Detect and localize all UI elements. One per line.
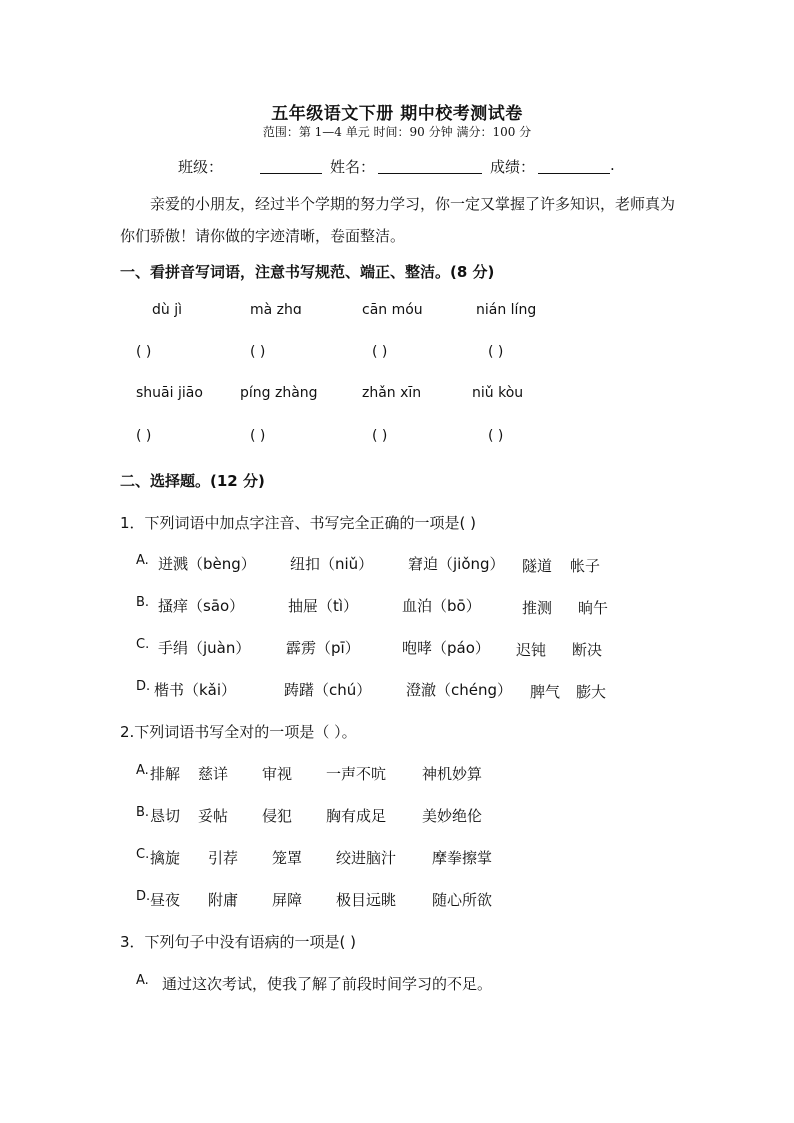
q2-option-a-letter[interactable]: A. [136,763,149,778]
q1-option-b-item: 推测 [522,599,553,617]
name-label: 姓名： [330,158,376,176]
q2-option-c-item: 摩拳擦掌 [432,849,493,867]
q3-option-a-text: 通过这次考试，使我了解了前段时间学习的不足。 [162,975,493,993]
pinyin-zhanxin: zhǎn xīn [362,385,422,401]
pinyin-shuaijiao: shuāi jiāo [136,385,203,401]
answer-blank[interactable]: ( ) [488,344,504,360]
q1-option-b-item: 晌午 [578,599,609,617]
intro-paragraph: 亲爱的小朋友，经过半个学期的努力学习，你一定又掌握了许多知识，老师真为你们骄傲！请你做的字迹清晰，卷面整洁。 [120,195,676,245]
q1-option-c-letter[interactable]: C. [136,637,150,652]
answer-blank[interactable]: ( ) [250,344,266,360]
question1-stem: 1．下列词语中加点字注音、书写完全正确的一项是( ) [120,514,477,532]
pinyin-dujì: dù jì [152,302,182,318]
question2-stem: 2.下列词语书写全对的一项是（ ）。 [120,723,357,741]
q1-option-d-item: 脾气 [530,683,561,701]
q2-option-c-item: 引荐 [208,849,239,867]
q1-option-d-letter[interactable]: D. [136,679,151,694]
q2-option-a-item: 一声不吭 [326,765,387,783]
q2-option-a-item: 神机妙算 [422,765,483,783]
answer-blank[interactable]: ( ) [372,428,388,444]
q1-option-b-item: 血泊（bō） [402,597,481,615]
score-field[interactable] [538,158,610,174]
pinyin-canmou: cān móu [362,302,423,318]
answer-blank[interactable]: ( ) [372,344,388,360]
q1-option-c-item: 迟钝 [516,641,547,659]
q2-option-d-letter[interactable]: D. [136,889,151,904]
q2-option-b-item: 美妙绝伦 [422,807,483,825]
q2-option-b-letter[interactable]: B. [136,805,150,820]
pinyin-nianling: nián líng [476,302,537,318]
q1-option-b-item: 搔痒（sāo） [158,597,245,615]
q1-option-c-item: 手绢（juàn） [158,639,251,657]
q2-option-a-item: 审视 [262,765,293,783]
q2-option-c-item: 擒旋 [150,849,181,867]
q2-option-b-item: 侵犯 [262,807,293,825]
q2-option-a-item: 排解 [150,765,181,783]
info-end-mark: . [610,156,615,174]
class-field[interactable] [260,158,322,174]
section1-heading: 一、看拼音写词语，注意书写规范、端正、整洁。(8 分) [120,263,495,281]
q1-option-c-item: 霹雳（pī） [286,639,360,657]
q1-option-c-item: 咆哮（páo） [402,639,490,657]
q1-option-d-item: 踌躇（chú） [284,681,372,699]
score-label: 成绩： [490,158,536,176]
q2-option-c-letter[interactable]: C. [136,847,150,862]
pinyin-niukou: niǔ kòu [472,385,524,401]
q1-option-a-item: 纽扣（niǔ） [290,555,374,573]
q2-option-d-item: 随心所欲 [432,891,493,909]
q2-option-b-item: 恳切 [150,807,181,825]
q1-option-d-item: 楷书（kǎi） [154,681,237,699]
q3-option-a-letter[interactable]: A. [136,973,149,988]
pinyin-mazha: mà zhɑ [250,302,302,318]
q2-option-c-item: 笼罩 [272,849,303,867]
answer-blank[interactable]: ( ) [250,428,266,444]
q1-option-a-item: 帐子 [570,557,601,575]
q2-option-d-item: 昼夜 [150,891,181,909]
page-title: 五年级语文下册 期中校考测试卷 [271,104,523,124]
q1-option-a-item: 迸溅（bèng） [158,555,256,573]
answer-blank[interactable]: ( ) [136,344,152,360]
answer-blank[interactable]: ( ) [488,428,504,444]
q2-option-b-item: 妥帖 [198,807,229,825]
q2-option-c-item: 绞进脑汁 [336,849,397,867]
pinyin-pingzhang: píng zhàng [240,385,318,401]
q1-option-a-letter[interactable]: A. [136,553,149,568]
name-field[interactable] [378,158,482,174]
answer-blank[interactable]: ( ) [136,428,152,444]
question3-stem: 3．下列句子中没有语病的一项是( ) [120,933,357,951]
q2-option-d-item: 附庸 [208,891,239,909]
q1-option-a-item: 窘迫（jiǒng） [408,555,505,573]
q1-option-c-item: 断决 [572,641,603,659]
q1-option-b-letter[interactable]: B. [136,595,150,610]
exam-scope: 范围：第 1—4 单元 时间：90 分钟 满分：100 分 [262,125,532,139]
q2-option-a-item: 慈详 [198,765,229,783]
section2-heading: 二、选择题。(12 分) [120,472,265,490]
q2-option-d-item: 屏障 [272,891,303,909]
q1-option-a-item: 隧道 [522,557,553,575]
class-label: 班级： [178,158,224,176]
q1-option-b-item: 抽屉（tì） [288,597,359,615]
q1-option-d-item: 澄澈（chéng） [406,681,513,699]
q2-option-b-item: 胸有成足 [326,807,387,825]
q2-option-d-item: 极目远眺 [336,891,397,909]
q1-option-d-item: 膨大 [576,683,607,701]
